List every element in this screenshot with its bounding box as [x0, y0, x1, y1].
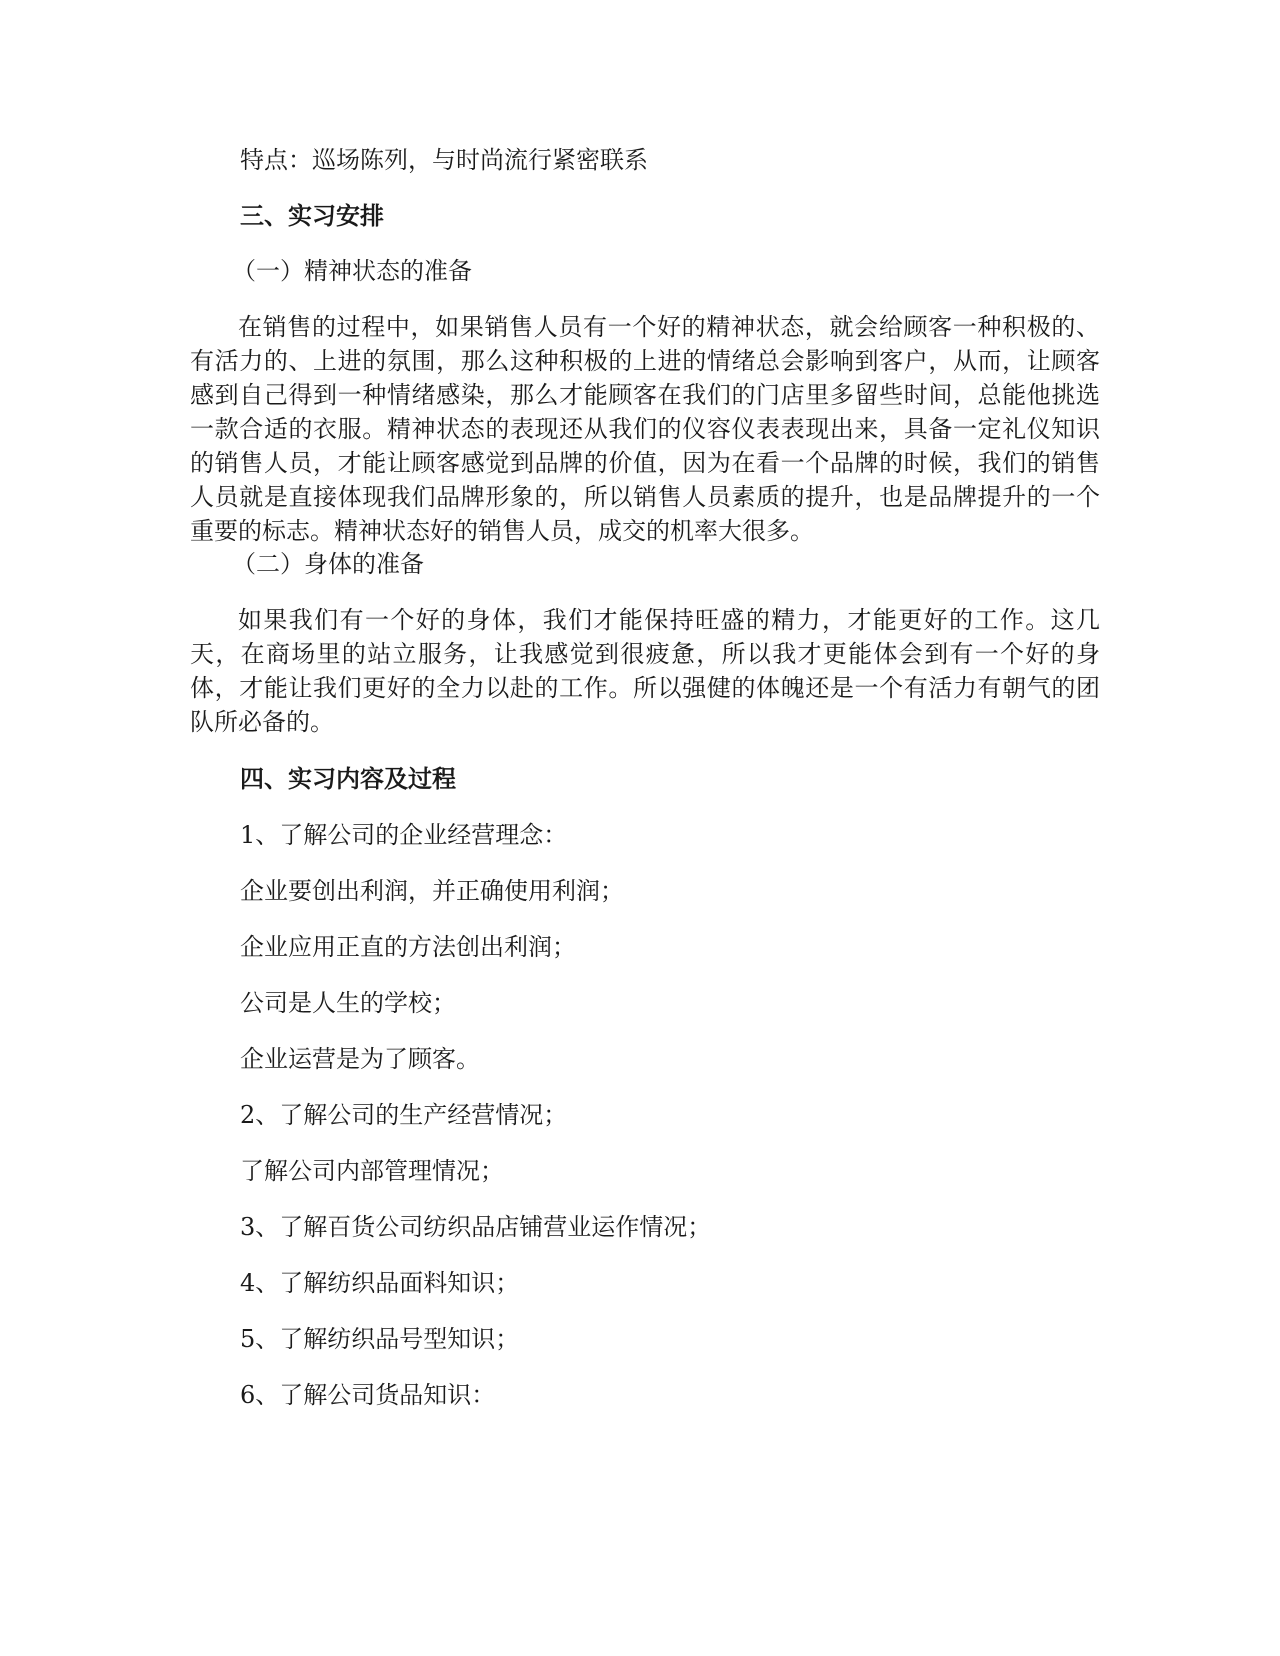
list-item: 企业运营是为了顾客。 — [240, 1045, 480, 1073]
paragraph-mental-state: 在销售的过程中，如果销售人员有一个好的精神状态，就会给顾客一种积极的、有活力的、上进的氛围，那么这种积极的上进的情绪总会影响到客户，从而，让顾客感到自己得到一种情绪感染，那么才能顾客在我们的门店里多留些时间，总能他挑选一款合适的衣服。精神状态的表现还从我们的仪容仪表表现出来，具备一定礼仪知识的销售人员，才能让顾客感觉到品牌的价值，因为在看一个品牌的时候，我们的销售人员就是直接体现我们品牌形象的，所以销售人员素质的提升，也是品牌提升的一个重要的标志。精神状态好的销售人员，成交的机率大很多。 — [190, 313, 1100, 545]
list-item: 企业要创出利润，并正确使用利润； — [240, 877, 624, 905]
list-item: 1、了解公司的企业经营理念： — [240, 821, 568, 849]
section-heading-arrangement: 三、实习安排 — [240, 201, 384, 230]
subheading-physical: （二）身体的准备 — [232, 550, 424, 578]
section-heading-content: 四、实习内容及过程 — [240, 764, 456, 793]
list-item: 3、了解百货公司纺织品店铺营业运作情况； — [240, 1213, 712, 1241]
paragraph-physical: 如果我们有一个好的身体，我们才能保持旺盛的精力，才能更好的工作。这几天，在商场里的站立服务，让我感觉到很疲惫，所以我才更能体会到有一个好的身体，才能让我们更好的全力以赴的工作。所以强健的体魄还是一个有活力有朝气的团队所必备的。 — [190, 606, 1100, 736]
list-item: 6、了解公司货品知识： — [240, 1381, 496, 1409]
list-item: 2、了解公司的生产经营情况； — [240, 1101, 568, 1129]
list-item: 了解公司内部管理情况； — [240, 1157, 504, 1185]
feature-line: 特点：巡场陈列，与时尚流行紧密联系 — [240, 146, 648, 174]
list-item: 4、了解纺织品面料知识； — [240, 1269, 520, 1297]
list-item: 5、了解纺织品号型知识； — [240, 1325, 520, 1353]
list-item: 公司是人生的学校； — [240, 989, 456, 1017]
list-item: 企业应用正直的方法创出利润； — [240, 933, 576, 961]
subheading-mental-state: （一）精神状态的准备 — [232, 257, 472, 285]
